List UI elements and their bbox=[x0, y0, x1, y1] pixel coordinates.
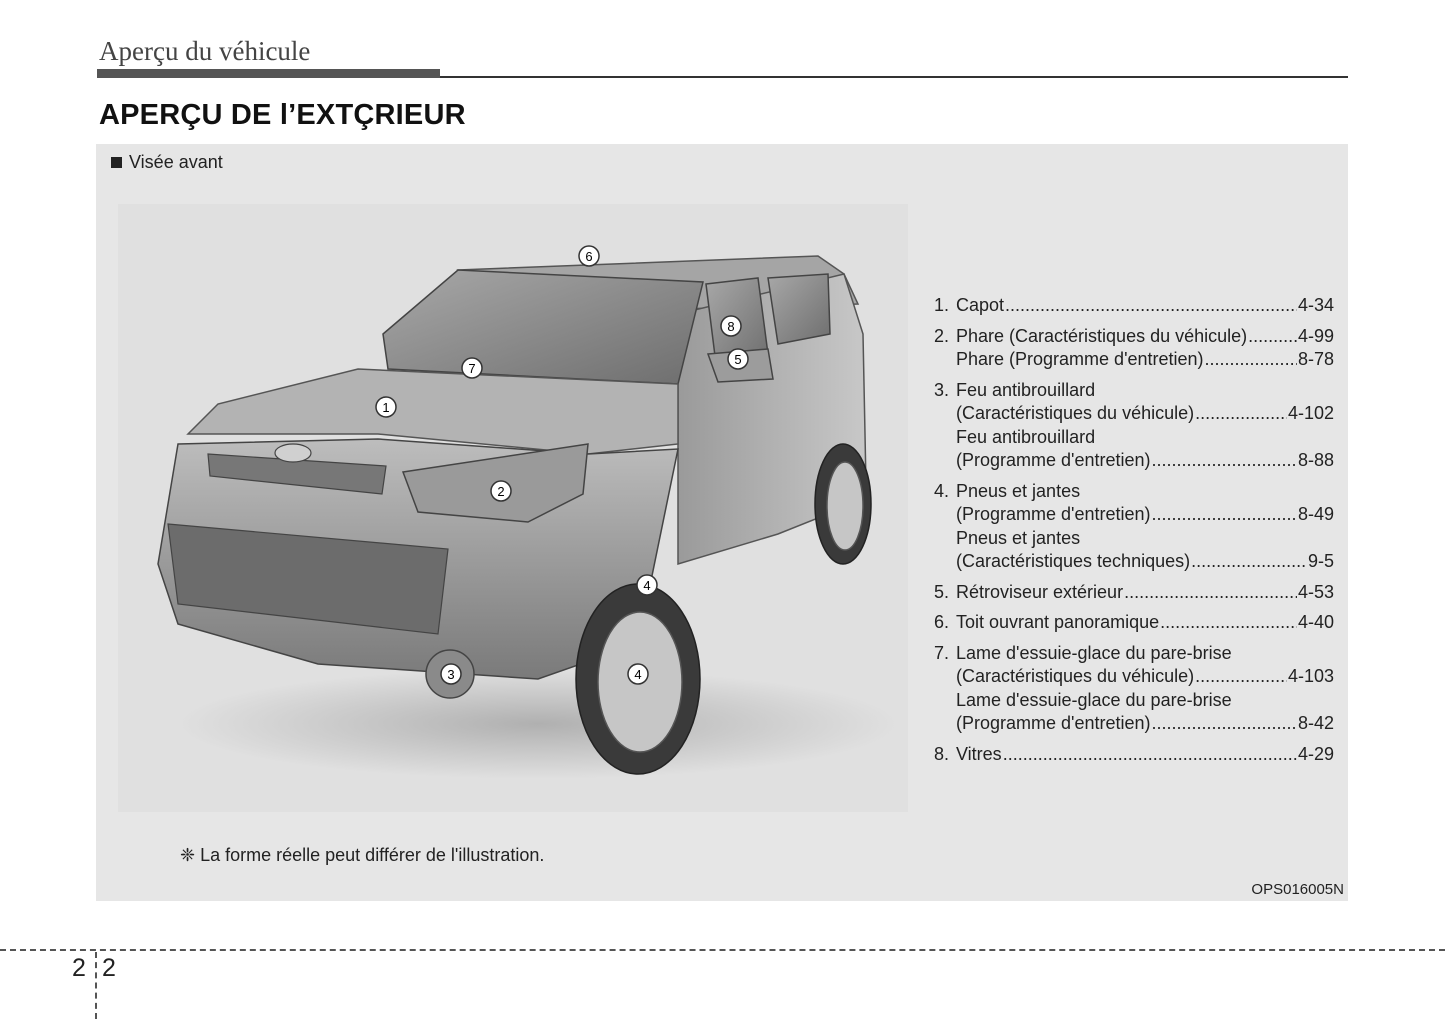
callout-4a bbox=[637, 575, 657, 595]
legend-number: 3. bbox=[934, 379, 950, 400]
square-bullet-icon bbox=[111, 157, 122, 168]
legend-line bbox=[934, 325, 1334, 349]
rear-side-window bbox=[768, 274, 830, 344]
legend-text: (Caractéristiques techniques) bbox=[956, 551, 1191, 571]
leader-dots bbox=[1195, 402, 1287, 426]
header-rule-thick bbox=[97, 69, 440, 78]
legend-line bbox=[934, 348, 1334, 372]
kia-logo-icon bbox=[275, 444, 311, 462]
legend-line bbox=[934, 402, 1334, 426]
legend-text: Lame d'essuie-glace du pare-brise bbox=[956, 689, 1232, 710]
legend-item bbox=[934, 743, 1334, 767]
callout-5 bbox=[728, 349, 748, 369]
legend-page-ref: 4-34 bbox=[1297, 295, 1334, 315]
legend-item bbox=[934, 379, 1334, 473]
car-drawing bbox=[118, 204, 908, 812]
legend-text: Feu antibrouillard bbox=[956, 379, 1096, 400]
legend-line bbox=[934, 480, 1334, 504]
callout-8-label: 8 bbox=[727, 319, 735, 334]
callout-1 bbox=[376, 397, 396, 417]
page-heading: APERÇU DE l’EXTÇRIEUR bbox=[99, 99, 466, 131]
legend-number: 6. bbox=[934, 612, 950, 632]
leader-dots bbox=[1003, 743, 1297, 767]
legend-line bbox=[934, 611, 1334, 635]
legend-text: Pneus et jantes bbox=[956, 527, 1081, 548]
legend-page-ref: 9-5 bbox=[1307, 551, 1334, 571]
callout-5-label: 5 bbox=[734, 352, 742, 367]
windshield-shape bbox=[383, 270, 703, 384]
legend-line bbox=[934, 743, 1334, 767]
leader-dots bbox=[1195, 665, 1287, 689]
legend-number: 8. bbox=[934, 743, 950, 764]
leader-dots bbox=[1248, 325, 1297, 349]
legend-line bbox=[934, 527, 1334, 551]
legend-text: Feu antibrouillard bbox=[956, 426, 1096, 447]
legend-line bbox=[934, 689, 1334, 713]
legend-line bbox=[934, 550, 1334, 574]
rear-rim-shape bbox=[827, 462, 863, 550]
legend-item bbox=[934, 294, 1334, 318]
leader-dots bbox=[1152, 503, 1297, 527]
legend-item bbox=[934, 325, 1334, 372]
legend-text: Phare (Programme d'entretien) bbox=[956, 349, 1204, 369]
legend-page-ref: 4-99 bbox=[1297, 325, 1334, 346]
legend-line bbox=[934, 294, 1334, 318]
legend-page-ref: 4-102 bbox=[1287, 403, 1334, 423]
leader-dots bbox=[1152, 449, 1297, 473]
leader-dots bbox=[1152, 712, 1297, 736]
ground-shadow bbox=[178, 669, 898, 779]
leader-dots bbox=[1205, 348, 1297, 372]
legend-page-ref: 8-42 bbox=[1297, 713, 1334, 733]
callout-3 bbox=[441, 664, 461, 684]
leader-dots bbox=[1191, 550, 1307, 574]
callout-6 bbox=[579, 246, 599, 266]
callout-2-label: 2 bbox=[497, 484, 505, 499]
legend-item bbox=[934, 642, 1334, 736]
leader-dots bbox=[1124, 581, 1297, 605]
callout-7-label: 7 bbox=[468, 361, 476, 376]
legend-item bbox=[934, 581, 1334, 605]
illustration-note: ❈ La forme réelle peut différer de l'illustration. bbox=[180, 845, 545, 865]
legend-text: Vitres bbox=[956, 743, 1002, 764]
callout-4b bbox=[628, 664, 648, 684]
chapter-number: 2 bbox=[72, 954, 86, 982]
legend-page-ref: 8-88 bbox=[1297, 450, 1334, 470]
legend-number: 5. bbox=[934, 581, 950, 602]
legend-line bbox=[934, 379, 1334, 403]
legend-text: Phare (Caractéristiques du véhicule) bbox=[956, 325, 1248, 346]
legend-page-ref: 4-29 bbox=[1297, 743, 1334, 764]
header-rule-thin bbox=[440, 76, 1348, 78]
callout-3-label: 3 bbox=[447, 667, 455, 682]
leader-dots bbox=[1160, 611, 1297, 635]
legend-page-ref: 4-40 bbox=[1297, 612, 1334, 632]
legend-item bbox=[934, 611, 1334, 635]
leader-dots bbox=[1005, 294, 1297, 318]
page-number: 2 bbox=[102, 954, 116, 982]
legend-line bbox=[934, 665, 1334, 689]
callout-7 bbox=[462, 358, 482, 378]
vehicle-illustration bbox=[118, 204, 908, 812]
legend-page-ref: 4-103 bbox=[1287, 666, 1334, 686]
legend-line bbox=[934, 449, 1334, 473]
legend-text: Toit ouvrant panoramique bbox=[956, 612, 1160, 632]
legend-line bbox=[934, 642, 1334, 666]
legend-text: (Caractéristiques du véhicule) bbox=[956, 403, 1195, 423]
legend-text: (Programme d'entretien) bbox=[956, 450, 1151, 470]
figure-caption bbox=[111, 152, 223, 173]
callout-4b-label: 4 bbox=[634, 667, 642, 682]
legend-number: 7. bbox=[934, 642, 950, 663]
parts-legend bbox=[934, 294, 1334, 773]
legend-number: 2. bbox=[934, 325, 950, 346]
callout-8 bbox=[721, 316, 741, 336]
legend-number: 4. bbox=[934, 480, 950, 501]
legend-text: Lame d'essuie-glace du pare-brise bbox=[956, 642, 1232, 663]
callout-4a-label: 4 bbox=[643, 578, 651, 593]
legend-text: (Caractéristiques du véhicule) bbox=[956, 666, 1195, 686]
callout-6-label: 6 bbox=[585, 249, 593, 264]
legend-line bbox=[934, 503, 1334, 527]
legend-line bbox=[934, 426, 1334, 450]
footer-vertical-divider bbox=[95, 952, 97, 1019]
legend-text: Pneus et jantes bbox=[956, 480, 1081, 501]
section-title: Aperçu du véhicule bbox=[99, 36, 311, 66]
legend-page-ref: 8-78 bbox=[1297, 349, 1334, 369]
legend-item bbox=[934, 480, 1334, 574]
legend-text: Rétroviseur extérieur bbox=[956, 581, 1124, 602]
figure-panel bbox=[96, 144, 1348, 901]
legend-page-ref: 4-53 bbox=[1297, 581, 1334, 602]
figure-caption-text: Visée avant bbox=[129, 152, 223, 172]
callout-1-label: 1 bbox=[382, 400, 390, 415]
figure-code: OPS016005N bbox=[1251, 881, 1344, 898]
legend-page-ref: 8-49 bbox=[1297, 504, 1334, 524]
legend-text: (Programme d'entretien) bbox=[956, 504, 1151, 524]
legend-line bbox=[934, 581, 1334, 605]
legend-text: (Programme d'entretien) bbox=[956, 713, 1151, 733]
footer-divider bbox=[0, 949, 1445, 951]
callout-2 bbox=[491, 481, 511, 501]
legend-line bbox=[934, 712, 1334, 736]
legend-number: 1. bbox=[934, 295, 950, 315]
legend-text: Capot bbox=[956, 295, 1005, 315]
